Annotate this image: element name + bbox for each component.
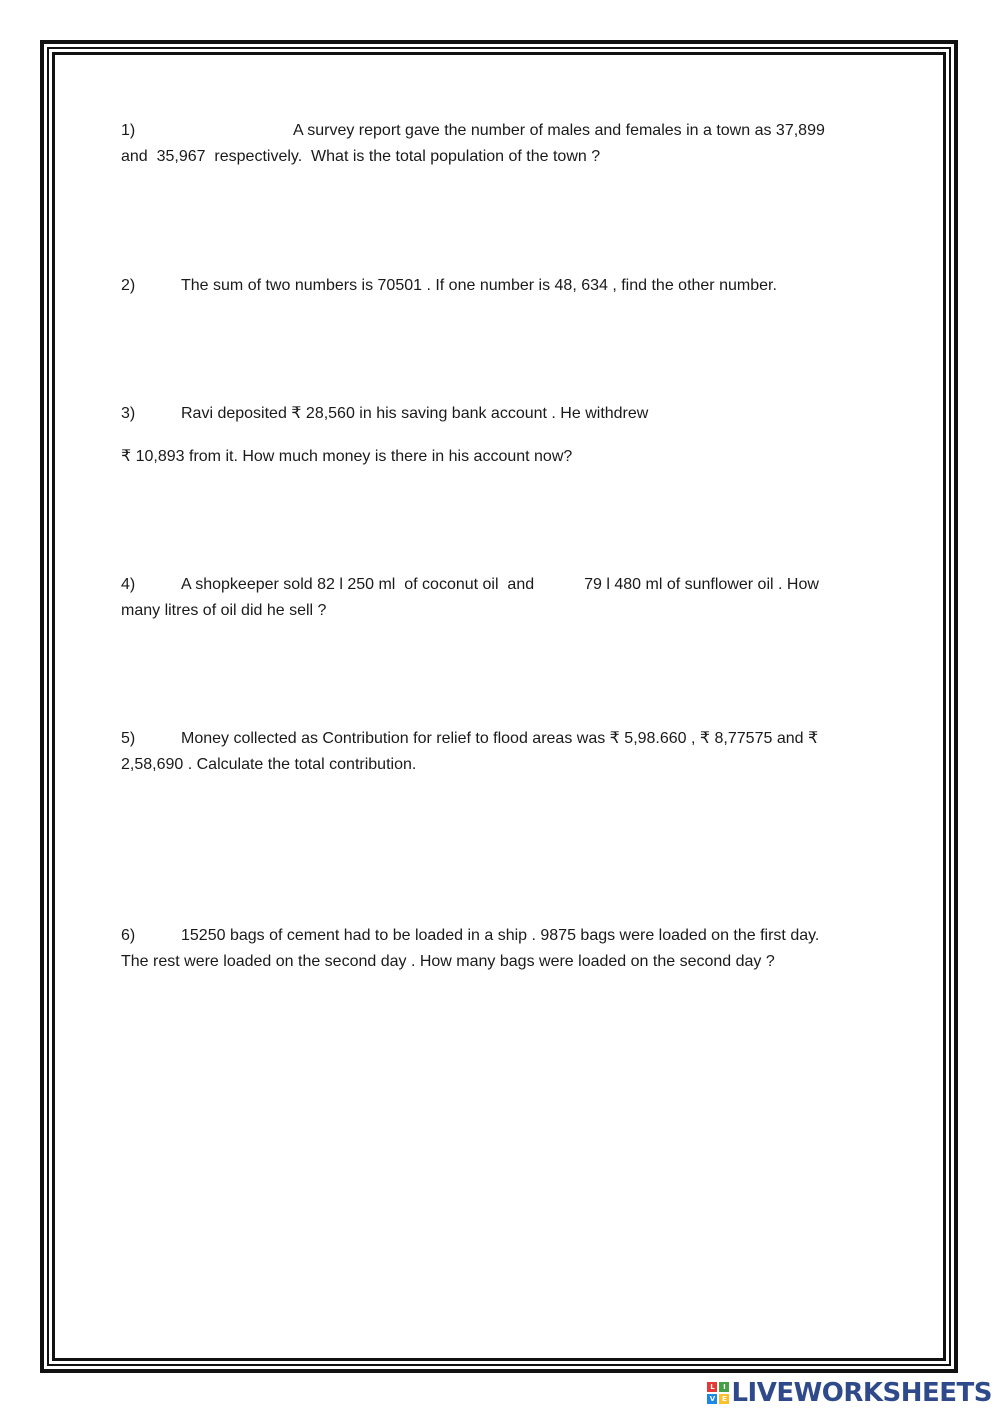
question-5-line-2 bbox=[121, 752, 857, 778]
question-text: ₹ 10,893 from it. How much money is there in his account now? bbox=[121, 448, 573, 465]
question-text: Ravi deposited ₹ 28,560 in his saving bank account . He withdrew bbox=[181, 405, 649, 422]
question-2 bbox=[121, 273, 857, 299]
question-text: many litres of oil did he sell ? bbox=[121, 602, 327, 619]
question-4-line-1 bbox=[121, 572, 857, 598]
liveworksheets-logo-icon bbox=[707, 1382, 729, 1404]
question-5 bbox=[121, 726, 857, 778]
question-text: A survey report gave the number of males and females in a town as 37,899 bbox=[293, 122, 825, 139]
logo-letter-l: L bbox=[707, 1382, 717, 1392]
question-number: 2) bbox=[121, 277, 136, 294]
question-2-line-1 bbox=[121, 273, 857, 299]
question-text: 79 l 480 ml of sunflower oil . How bbox=[584, 576, 819, 593]
question-6 bbox=[121, 923, 857, 975]
question-4 bbox=[121, 572, 857, 624]
page-border-inner bbox=[52, 52, 946, 1361]
question-3 bbox=[121, 401, 857, 470]
question-text: The rest were loaded on the second day . How many bags were loaded on the second day ? bbox=[121, 953, 775, 970]
question-1-line-1 bbox=[121, 118, 857, 144]
question-3-line-1 bbox=[121, 401, 857, 427]
liveworksheets-watermark bbox=[707, 1378, 992, 1408]
question-1 bbox=[121, 118, 857, 170]
question-number: 4) bbox=[121, 576, 136, 593]
logo-letter-i: I bbox=[719, 1382, 729, 1392]
question-number: 6) bbox=[121, 927, 136, 944]
question-text: 2,58,690 . Calculate the total contribution. bbox=[121, 756, 417, 773]
question-text: and 35,967 respectively. What is the total population of the town ? bbox=[121, 148, 601, 165]
question-text: Money collected as Contribution for relief to flood areas was ₹ 5,98.660 , ₹ 8,77575 and ₹ bbox=[181, 730, 819, 747]
question-number: 1) bbox=[121, 122, 136, 139]
question-6-line-1 bbox=[121, 923, 857, 949]
logo-letter-v: V bbox=[707, 1394, 717, 1404]
question-text: The sum of two numbers is 70501 . If one number is 48, 634 , find the other number. bbox=[181, 277, 777, 294]
question-4-line-2 bbox=[121, 598, 857, 624]
question-1-line-2 bbox=[121, 144, 857, 170]
logo-letter-e: E bbox=[719, 1394, 729, 1404]
question-number: 5) bbox=[121, 730, 136, 747]
question-number: 3) bbox=[121, 405, 136, 422]
question-6-line-2 bbox=[121, 949, 857, 975]
watermark-text: LIVEWORKSHEETS bbox=[731, 1378, 992, 1408]
question-text: A shopkeeper sold 82 l 250 ml of coconut oil and bbox=[181, 576, 535, 593]
question-text: 15250 bags of cement had to be loaded in a ship . 9875 bags were loaded on the first day. bbox=[181, 927, 820, 944]
question-3-line-2 bbox=[121, 444, 857, 470]
question-5-line-1 bbox=[121, 726, 857, 752]
